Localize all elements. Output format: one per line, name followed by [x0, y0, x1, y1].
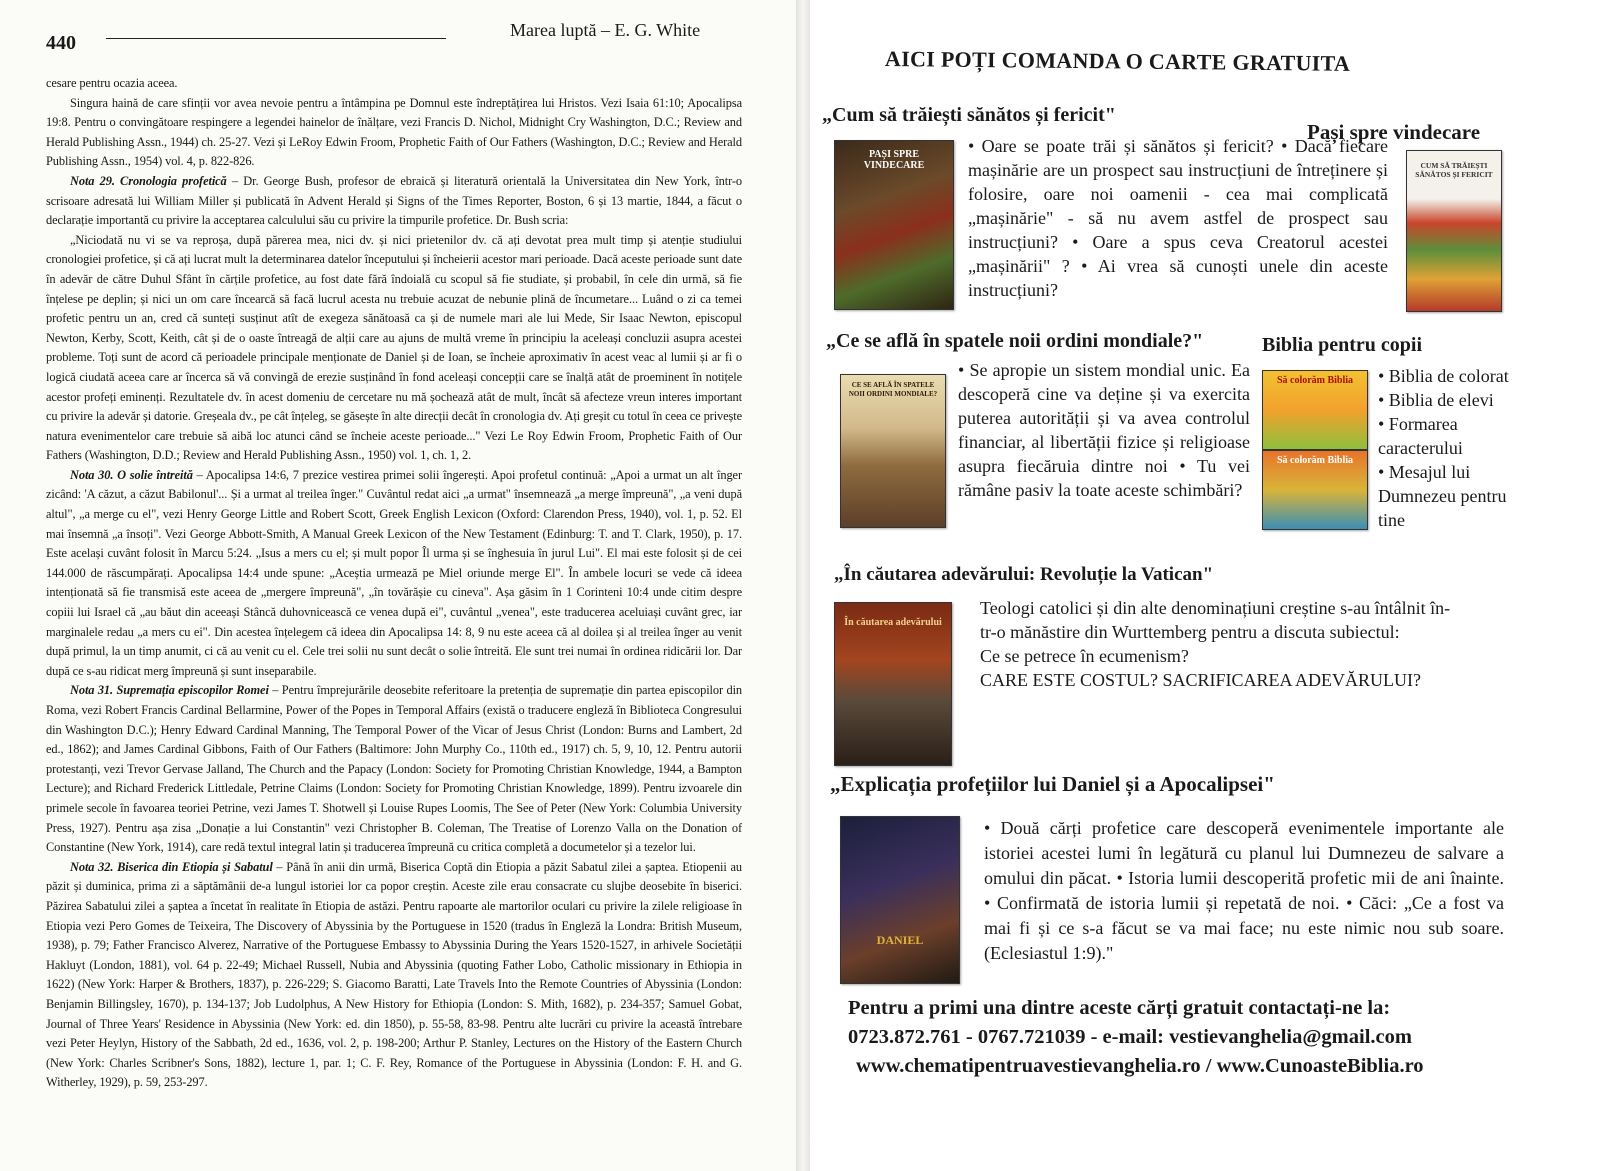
cover-title: CE SE AFLĂ ÎN SPATELE NOII ORDINI MONDIALE? — [848, 381, 938, 398]
advert-title: AICI POȚI COMANDA O CARTE GRATUITA — [884, 46, 1351, 76]
running-header: Marea luptă – E. G. White — [510, 20, 701, 40]
section2-title: „Ce se află în spatele noii ordini mondiale?" — [826, 330, 1204, 352]
note-31: Nota 31. Supremația episcopilor Romei – Pentru împrejurările deosebite referitoare la pretenția de supremație din partea episcopilor din Roma, vezi Robert Francis Cardinal Bellarmine, Power of the Popes in Temporal Affairs (există o traducere engleză în Biblioteca Congresului din Washington D.C.); Henry Edward Cardinal Manning, The Temporal Power of the Vicar of Jesus Christ (London: Burns and Lambert, 2d ed., 1862); and James Cardinal Gibbons, Faith of Our Fathers (Baltimore: John Murphy Co., 110th ed., 1917) ch. 5, 9, 10, 12. Pentru autorii protestanți, vezi Trevor Gervase Jalland, The Church and the Papacy (London: Society for Promoting Christian Knowledge, 1944, a Bampton Lecture); and Richard Frederick Littledale, Petrine Claims (London: Society for Promoting Christian Knowledge, 1899). Pentru izvoarele din primele secole în favoarea teoriei Petrine, vezi James T. Shotwell și Louise Rupes Loomis, The See of Peter (New York: Columbia University Press, 1927). Pentru așa zisa „Donație a lui Constantin" vezi Christopher B. Coleman, The Treatise of Lorenzo Valla on the Donation of Constantine (New York, 1914), care redă textul integral latin și traducerea împreună cu critica completă a documetelor și a tezelor lui. — [46, 683, 742, 855]
notes-body — [46, 74, 742, 1114]
section1-side-title: Pași spre vindecare — [1307, 120, 1481, 144]
left-page — [0, 0, 796, 1171]
cover-in-cautarea-adevarului — [834, 602, 952, 766]
note-29: Nota 29. Cronologia profetică – Dr. George Bush, profesor de ebraică și literatură orientală la Universitatea din New York, într-o scrisoare adresată lui William Miller și publicată în Advent Herald și Signs of the Times Reporter, Boston, 6 și 13 martie, 1844, a făcut o declarație importantă cu privire la acceptarea calculului său cu privire la timpurile profetice. Dr. Bush scria: — [46, 173, 742, 228]
section1-text: • Oare se poate trăi și sănătos și fericit? • Dacă fiecare mașinărie are un prospect sau instrucțiuni de întreținere și folosire, oare noi oamenii - cea mai complicată „mașinărie" - să nu avem astfel de prospect sau instrucțiuni? • Oare a spus ceva Creatorul acestei „mașinării" ? • Ai vrea să cunoști unele din aceste instrucțiuni? — [968, 136, 1388, 300]
list-item: • Biblia de colorat — [1378, 366, 1509, 386]
section1-title: „Cum să trăiești sănătos și fericit" — [822, 104, 1116, 126]
cover-sa-coloram-biblia-2 — [1262, 450, 1368, 530]
list-item: • Mesajul lui Dumnezeu pentru tine — [1378, 462, 1507, 530]
book-gutter — [796, 0, 810, 1171]
header-rule — [106, 38, 446, 39]
cover-pasi-spre-vindecare — [834, 140, 954, 310]
note-32: Nota 32. Biserica din Etiopia și Sabatul – Până în anii din urmă, Biserica Coptă din Etiopia a păzit Sabatul zilei a șaptea. Etiopenii au păzit și duminica, prima zi a săptămânii de-a lungul istoriei lor ca popor creștin. Aceste zile erau consacrate cu slujbe deosebite în biserici. Păzirea Sabatului zilei a șaptea a încetat în realitate în Etiopia de astăzi. Pentru rapoarte ale martorilor oculari cu privire la zilele religioase în Etiopia vezi Pero Gomes de Teixeira, The Discovery of Abyssinia by the Portuguese in 1520 (tradus în Engleză la Londra: British Museum, 1938), p. 79; Father Francisco Alverez, Narrative of the Portuguese Embassy to Abyssinia During the Years 1520-1527, in arhivele Societății Hakluyt (London, 1881), vol. 64 p. 22-49; Michael Russell, Nubia and Abyssinia (quoting Father Lobo, Catholic missionary in Ethiopia in 1622) (New York: Harper & Brothers, 1837), p. 226-229; S. Giacomo Baratti, Late Travels Into the Remote Countries of Abyssinia (London: Benjamin Billingsley, 1670), p. 134-137; Job Ludolphus, A New History for Ethiopia (London: S. Mith, 1682), p. 234-357; Samuel Gobat, Journal of Three Years' Residence in Abyssinia (New York: ed. din 1850), p. 55-58, 83-98. Pentru alte lucrări cu privire la această întrebare vezi Peter Heylyn, History of the Sabbath, 2d ed., 1636, vol. 2, p. 198-200; Arthur P. Stanley, Lectures on the History of the Eastern Church (New York: Charles Scribner's Sons, 1882), lecture 1, par. 1; C. F. Rey, Romance of the Portuguese in Abyssinia (London: F. H. and G. Witherley, 1929), p. 59, 253-297. — [46, 859, 742, 1090]
section4-title: „Explicația profețiilor lui Daniel și a Apocalipsei" — [830, 772, 1275, 796]
list-item: • Biblia de elevi — [1378, 390, 1494, 410]
right-page — [810, 0, 1600, 1171]
cover-title: În căutarea adevărului — [844, 617, 942, 628]
contact-line-3: www.chematipentruavestievanghelia.ro / www.CunoasteBiblia.ro — [856, 1055, 1424, 1077]
page-number: 440 — [46, 32, 76, 54]
contact-line-2: 0723.872.761 - 0767.721039 - e-mail: vestievanghelia@gmail.com — [848, 1026, 1412, 1048]
text-line: Teologi catolici și din alte denominațiuni creștine s-au întâlnit în- — [980, 598, 1451, 618]
cover-title: PAȘI SPRE VINDECARE — [863, 149, 925, 171]
cover-title: Să colorăm Biblia — [1276, 455, 1354, 466]
children-bible-list — [1378, 364, 1516, 532]
section3-text — [980, 596, 1540, 692]
cover-title: DANIEL — [876, 933, 924, 947]
text-line: tr-o mănăstire din Wurttemberg pentru a discuta subiectul: — [980, 622, 1400, 642]
cover-daniel — [840, 816, 960, 984]
text-line: CARE ESTE COSTUL? SACRIFICAREA ADEVĂRULUI? — [980, 670, 1422, 690]
quote-paragraph: „Niciodată nu vi se va reproșa, după părerea mea, nici dv. și nici prietenilor dv. că ați devotat prea mult timp și atenție studiului cronologiei profetice, și că ați lucrat mult la determinarea datelor începutului și încheierii acestor mari perioade. Dacă aceste perioade sunt date în adevăr de către Duhul Sfânt în cărțile profetice, au fost date fără îndoială cu scopul să fie studiate, și probabil, în cele din urmă, să fie înțelese pe deplin; și nici un om care încearcă să facă lucrul acesta nu trebuie acuzat de nebunie plină de încumetare... Luând o zi ca temei profetic pentru un an, cred că sunteți susținut atît de exegeza sănătoasă ca și de numele mari ale lui Mede, Sir Isaac Newton, episcopul Newton, Kerby, Scott, Keith, cât și de o oaste întreagă de alții care au ajuns de multă vreme în principiu la aceleași concluzii asupra acestei probleme. Toți sunt de acord că perioadele principale menționate de Daniel și de Ioan, se încheie aproximativ în acest veac al lumii și ar fi o logică ciudată aceea care ar încerca să vă convingă de erezie susținând în fond aceleași concepții care se înalță atât de proeminent în notițele acestor profeți eminenți. Rezultatele dv. în acest domeniu de cercetare nu mă șochează atât de mult, încât să afecteze vreun interes important cu privire la adevăr și datorie. Greșeala dv., pe cât înțeleg, se găsește în alte direcții decât în cronologia dv. Ați greșit cu totul în ceea ce privește natura evenimentelor care trebuie să aibă loc atunci când se încheie aceste perioade..." Vezi Le Roy Edwin Froom, Prophetic Faith of Our Fathers (Washington, D.D.; Review and Herald Publishing Assn., 1950) vol. 1, ch. 1, 2. — [46, 232, 742, 463]
cover-title: Să colorăm Biblia — [1276, 375, 1354, 386]
text-line: Ce se petrece în ecumenism? — [980, 646, 1189, 666]
paragraph: cesare pentru ocazia aceea. — [46, 76, 178, 90]
note-30: Nota 30. O solie întreită – Apocalipsa 14:6, 7 prezice vestirea primei solii îngerești. Apoi profetul continuă: „Apoi a urmat un alt înger zicând: 'A căzut, a căzut Babilonul'... Și a urmat al treilea înger." Cuvântul redat aici „a urmat" însemnează „a merge împreună", „a veni după altul", „a merge cu el", vezi Henry George Little and Robert Scott, Greek English Lexicon (Oxford: Clarendon Press, 1940), vol. 1, p. 52. El mai însemnă „a însoți". Vezi George Abbott-Smith, A Manual Greek Lexicon of the New Testament (Edinburg: T. and T. Clark, 1950), p. 17. Este același cuvânt folosit în Marcu 5:24. „Isus a mers cu el; și mult popor Îl urma și se înghesuia în jurul Lui". El mai este folosit și de cei 144.000 de răscumpărați. Apocalipsa 14:4 unde spune: „Aceștia urmează pe Miel oriunde merge El". În ambele locuri se vede că ideea intenționată să fie transmisă este aceea de „mergere împreună", „în tovărășie cu cineva". Așa găsim în 1 Corinteni 10:4 unde citim despre copiii lui Israel că „au băut din aceeași Stâncă duhovnicească ce venea după ei", cuvântul „venea", este traducerea aceluiași cuvânt grec, iar marginalele redau „a mers cu ei". Din acestea înțelegem că ideea din Apocalipsa 14: 8, 9 nu este aceea că al doilea și al treilea înger au venit după primul, la un timp anumit, ci că au venit cu el. Cele trei solii nu sunt decât o solie întreită. Ele sunt trei numai în ordinea ridicării lor. Dar după ce s-au ridicat merg împreună și sunt inseparabile. — [46, 467, 742, 678]
cover-cum-sa-traiesti — [1406, 150, 1502, 312]
cover-noua-ordine-mondiala — [840, 374, 946, 528]
contact-line-1: Pentru a primi una dintre aceste cărți gratuit contactați-ne la: — [848, 997, 1391, 1019]
section4-text: • Două cărți profetice care descoperă evenimentele importante ale istoriei acestei lumi în legătură cu planul lui Dumnezeu de salvare a omului din păcat. • Istoria lumii descoperită profetic mii de ani înainte. • Confirmată de istoria lumii și repetată de noi. • Căci: „Ce a fost va mai fi și ce s-a făcut se va mai face; nu este nimic nou sub soare. (Eclesiastul 1:9)." — [984, 818, 1504, 963]
section2-side-title: Biblia pentru copii — [1262, 334, 1423, 356]
section3-title: „În căutarea adevărului: Revoluție la Vatican" — [834, 564, 1214, 585]
cover-sa-coloram-biblia-1 — [1262, 370, 1368, 450]
paragraph: Singura haină de care sfinții vor avea nevoie pentru a întâmpina pe Domnul este îndreptățirea lui Hristos. Vezi Isaia 61:10; Apocalipsa 19:8. Pentru o convingătoare respingere a legendei hainelor de înălțare, vezi Francis D. Nichol, Midnight Cry Washington, D.C.; Review and Herald Publishing Assn., 1944) ch. 25-27. Vezi și LeRoy Edwin Froom, Prophetic Faith of Our Fathers (Washington, D.C.; Review and Herald Publishing Assn., 1954) vol. 4, p. 822-826. — [46, 95, 742, 169]
list-item: • Formarea caracterului — [1378, 414, 1463, 458]
cover-title: CUM SĂ TRĂIEȘTI SĂNĂTOS ȘI FERICIT — [1415, 161, 1493, 179]
section2-text: • Se apropie un sistem mondial unic. Ea descoperă cine va deține și va exercita puterea autorității și va avea controlul financiar, al libertății fizice și religioase asupra fiecăruia dintre noi • Tu vei rămâne pasiv la toate aceste schimbări? — [958, 360, 1250, 500]
